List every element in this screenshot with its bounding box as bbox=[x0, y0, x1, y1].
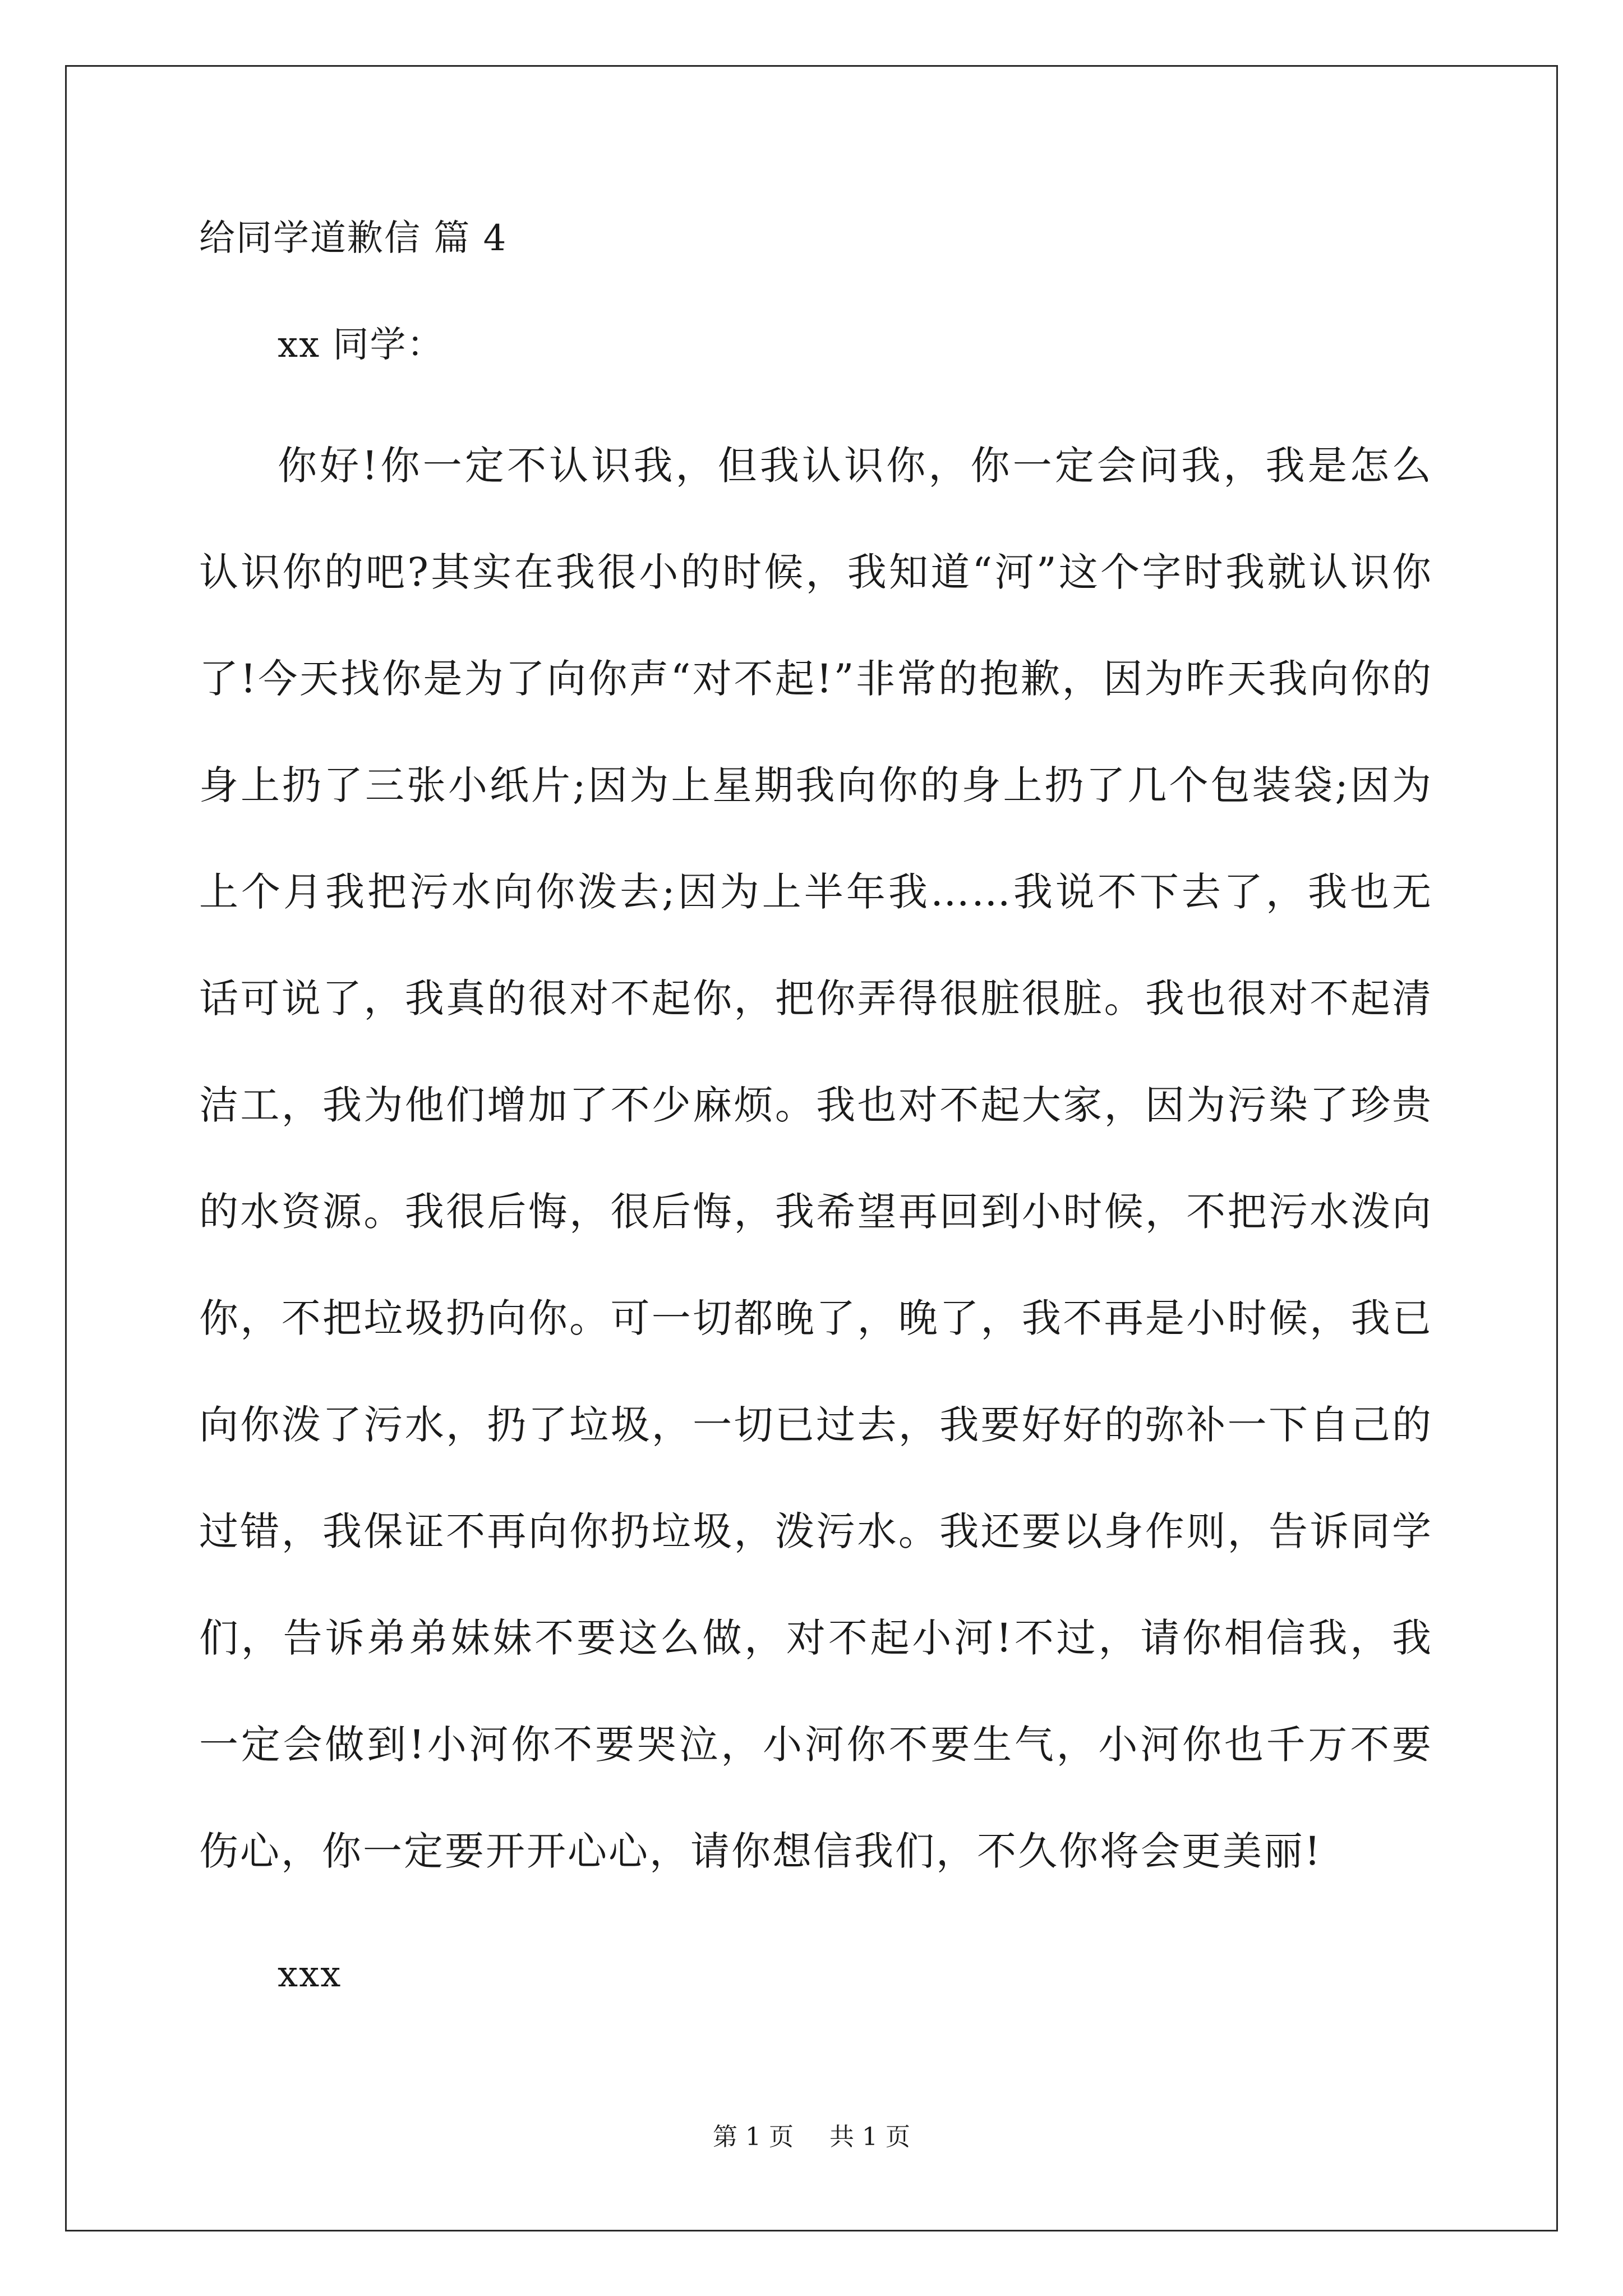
signature: xxx bbox=[278, 1954, 342, 1995]
letter-body: 你好!你一定不认识我，但我认识你，你一定会问我，我是怎么认识你的吧?其实在我很小的时候，我知道“河”这个字时我就认识你了!今天找你是为了向你声“对不起!”非常的抱歉，因为昨天我向你的身上扔了三张小纸片;因为上星期我向你的身上扔了几个包装袋;因为上个月我把污水向你泼去;因为上半年我……我说不下去了，我也无话可说了，我真的很对不起你，把你弄得很脏很脏。我也很对不起清洁工，我为他们增加了不少麻烦。我也对不起大家，因为污染了珍贵的水资源。我很后悔，很后悔，我希望再回到小时候，不把污水泼向你，不把垃圾扔向你。可一切都晚了，晚了，我不再是小时候，我已向你泼了污水，扔了垃圾，一切已过去，我要好好的弥补一下自己的过错，我保证不再向你扔垃圾，泼污水。我还要以身作则，告诉同学们，告诉弟弟妹妹不要这么做，对不起小河!不过，请你相信我，我一定会做到!小河你不要哭泣，小河你不要生气，小河你也千万不要伤心，你一定要开开心心，请你想信我们，不久你将会更美丽! bbox=[199, 443, 1433, 1874]
salutation: xx 同学： bbox=[278, 324, 444, 366]
page-number-total: 共 1 页 bbox=[829, 2123, 910, 2151]
document-content bbox=[199, 213, 1433, 2000]
document-title: 给同学道歉信 篇 4 bbox=[199, 218, 508, 259]
page-number-current: 第 1 页 bbox=[713, 2123, 794, 2151]
page-footer bbox=[0, 2120, 1623, 2154]
